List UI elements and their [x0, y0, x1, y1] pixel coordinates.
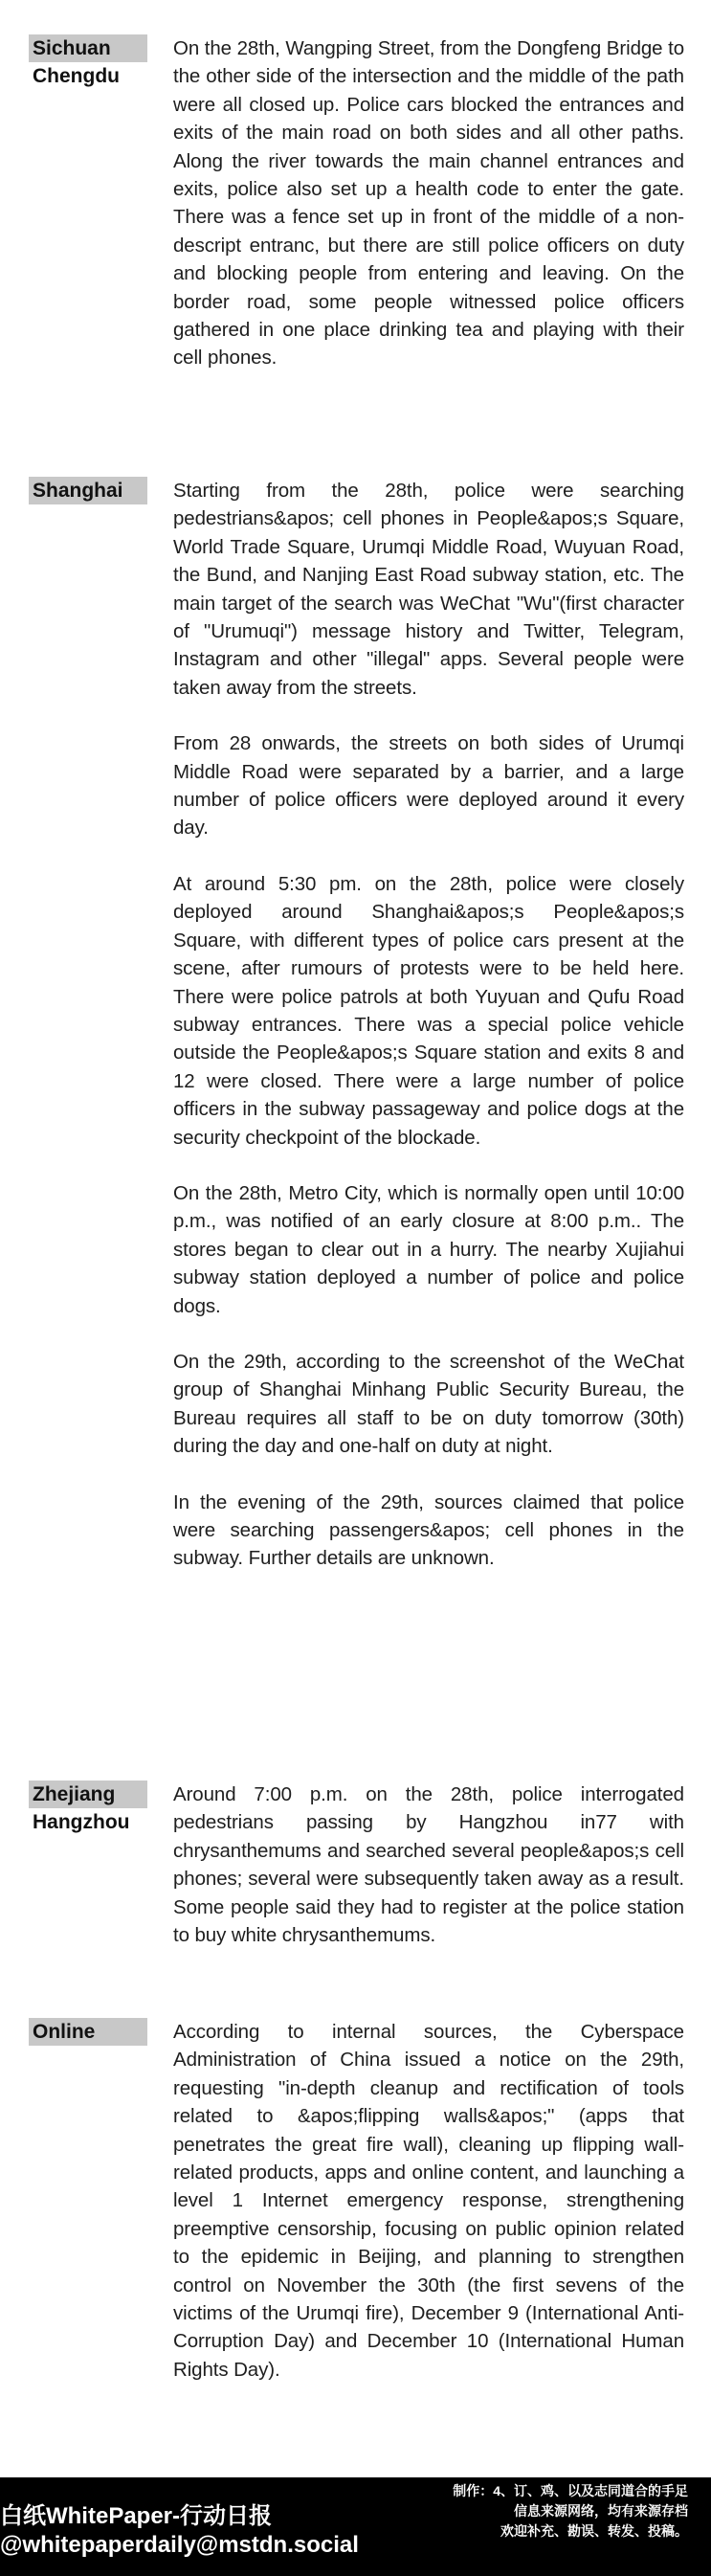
region-label-line2: Hangzhou — [29, 1808, 167, 1836]
paragraph: From 28 onwards, the streets on both sides of Urumqi Middle Road were separated by a barrier, and a large number of police officers were deployed around it every day. — [173, 732, 684, 840]
region-label — [29, 2018, 147, 2046]
paragraph: According to internal sources, the Cyberspace Administration of China issued a notice on the 29th, requesting "in-depth cleanup and rectification of tools related to &apos;flipping walls&apos;" (apps that penetrates the great fire wall), cleaning up flipping wall-related products, apps and online content, and launching a level 1 Internet emergency response, strengthening preemptive censorship, focusing on public opinion related to the epidemic in Beijing, and planning to strengthen control on November the 30th (the first sevens of the victims of the Urumqi fire), December 9 (International Anti-Corruption Day) and December 10 (International Human Rights Day). — [173, 2021, 684, 2381]
section-content — [173, 477, 684, 1601]
credits-line: 制作：4、订、鸡、以及志同道合的手足 — [453, 2483, 688, 2498]
region-label-line1: Online — [33, 2021, 96, 2043]
region-label-line1: Zhejiang — [33, 1783, 116, 1805]
region-label — [29, 1781, 147, 1836]
paragraph: Around 7:00 p.m. on the 28th, police interrogated pedestrians passing by Hangzhou in77 with chrysanthemums and searched several people&apos;s cell phones; several were subsequently taken away as a result. Some people said they had to register at the police station to buy white chrysanthemums. — [173, 1783, 684, 1947]
paragraph: In the evening of the 29th, sources claimed that police were searching passengers&apos; cell phones in the subway. Further details are unknown. — [173, 1490, 684, 1570]
paragraph: On the 29th, according to the screenshot of the WeChat group of Shanghai Minhang Public Security Bureau, the Bureau requires all staff to be on duty tomorrow (30th) during the day and one-half on duty at night. — [173, 1350, 684, 1458]
region-label-line1: Shanghai — [33, 480, 123, 502]
section-content — [173, 34, 684, 400]
credits-line: 欢迎补充、勘误、转发、投稿。 — [500, 2523, 688, 2539]
region-label — [29, 477, 147, 504]
brand-title: 白纸WhitePaper-行动日报 — [0, 2503, 273, 2529]
section-content — [173, 1781, 684, 1977]
section-content — [173, 2018, 684, 2411]
paragraph: Starting from the 28th, police were searching pedestrians&apos; cell phones in People&apos;s Square, World Trade Square, Urumqi Middle Road, Wuyuan Road, the Bund, and Nanjing East Road subway station, etc. The main target of the search was WeChat "Wu"(first character of "Urumuqi") message history and Twitter, Telegram, Instagram and other "illegal" apps. Several people were taken away from the streets. — [173, 480, 684, 699]
paragraph: On the 28th, Wangping Street, from the Dongfeng Bridge to the other side of the intersection and the middle of the path were all closed up. Police cars blocked the entrances and exits of the main road on both sides and all other paths. Along the river towards the main channel entrances and exits, police also set up a health code to enter the gate. There was a fence set up in front of the middle of a non-descript entranc, but there are still police officers on duty and blocking people from entering and leaving. On the border road, some people witnessed police officers gathered in one place drinking tea and playing with their cell phones. — [173, 37, 684, 370]
credits-line: 信息来源网络，均有来源存档 — [514, 2503, 688, 2519]
region-label — [29, 34, 147, 90]
brand-handle: @whitepaperdaily@mstdn.social — [0, 2532, 359, 2558]
region-label-line2: Chengdu — [29, 62, 167, 90]
region-label-line1: Sichuan — [33, 37, 111, 59]
paragraph: On the 28th, Metro City, which is normally open until 10:00 p.m., was notified of an early closure at 8:00 p.m.. The stores began to clear out in a hurry. The nearby Xujiahui subway station deployed a number of police and police dogs. — [173, 1181, 684, 1317]
credits-note — [399, 2481, 688, 2542]
footer-banner — [0, 2477, 711, 2576]
paragraph: At around 5:30 pm. on the 28th, police were closely deployed around Shanghai&apos;s People&apos;s Square, with different types of police cars present at the scene, after rumours of protests were to be held here. There were police patrols at both Yuyuan and Qufu Road subway entrances. There was a special police vehicle outside the People&apos;s Square station and exits 8 and 12 were closed. There were a large number of police officers in the subway passageway and police dogs at the security checkpoint of the blockade. — [173, 872, 684, 1149]
